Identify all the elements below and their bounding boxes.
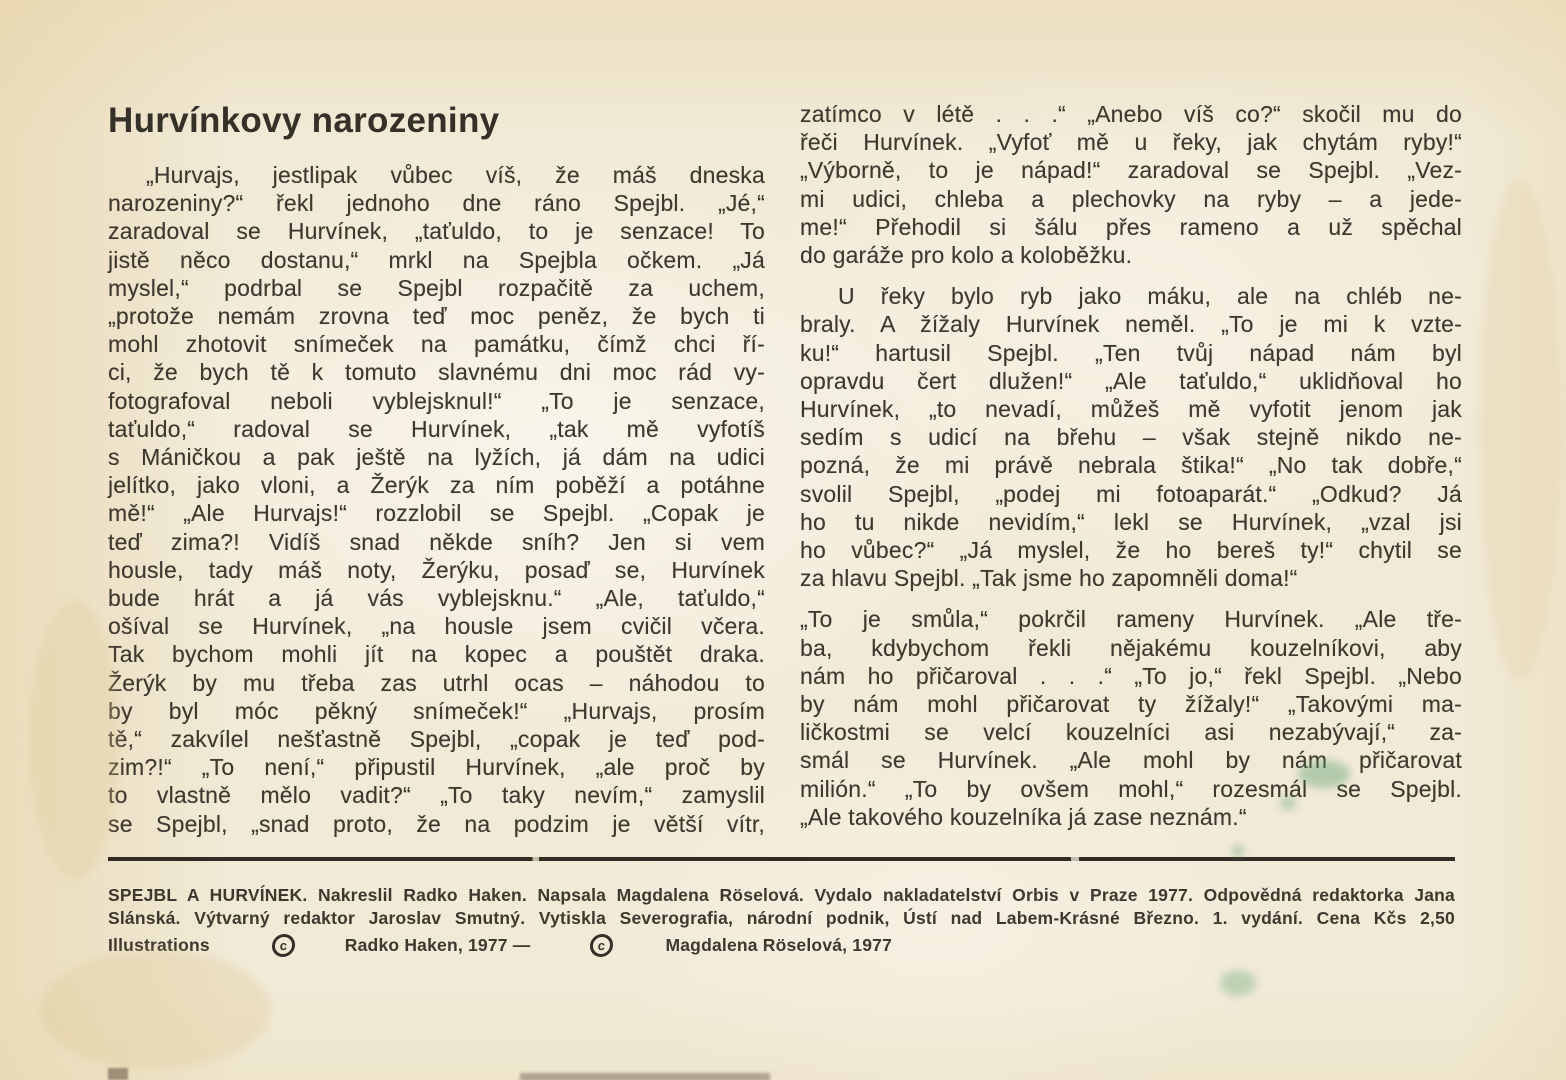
text-line: by byl móc pěkný snímeček!“ „Hurvajs, prosím	[108, 697, 765, 724]
text-line: mi udici, chleba a plechovky na ryby – a jede-	[800, 185, 1462, 212]
paper-stain	[30, 600, 120, 880]
text-line: milión.“ „To by ovšem mohl,“ rozesmál se Spejbl.	[800, 775, 1462, 802]
colophon-credits-line	[108, 934, 1455, 957]
illustrations-label: Illustrations	[108, 935, 210, 956]
paragraph	[800, 282, 1462, 592]
author-credit: Magdalena Röselová, 1977	[665, 935, 893, 956]
text-line: bude hrát a já vás vyblejsknu.“ „Ale, taťuldo,“	[108, 585, 765, 612]
story-column-left	[108, 100, 765, 838]
story-title: Hurvínkovy narozeniny	[108, 101, 500, 140]
text-line: fotografoval neboli vyblejsknul!“ „To je senzace,	[108, 387, 765, 414]
colophon-divider-rule	[108, 857, 1455, 861]
text-line: s Máničkou a pak ještě na lyžích, já dám na udici	[108, 444, 765, 471]
story-text-left	[108, 161, 765, 838]
text-line: Žerýk by mu třeba zas utrhl ocas – náhodou to	[108, 669, 765, 696]
text-line: za hlavu Spejbl. „Tak jsme ho zapomněli doma!“	[800, 565, 1298, 592]
text-line: zaradoval se Hurvínek, „taťuldo, to je senzace! To	[108, 218, 765, 245]
text-line: by nám mohl přičarovat ty žížaly!“ „Takovými ma-	[800, 691, 1462, 718]
text-line: se Spejbl, „snad proto, že na podzim je větší vítr,	[108, 810, 765, 837]
paragraph	[800, 605, 1462, 831]
text-line: zim?!“ „To není,“ připustil Hurvínek, „ale proč by	[108, 754, 765, 781]
text-line: ba, kdybychom řekli nějakému kouzelníkovi, aby	[800, 634, 1462, 661]
text-line: to vlastně mělo vadit?“ „To taky nevím,“ zamyslil	[108, 782, 765, 809]
text-line: smál se Hurvínek. „Ale mohl by nám přičarovat	[800, 747, 1462, 774]
text-line: jelítko, jako vloni, a Žerýk za ním poběží a potáhne	[108, 472, 765, 499]
paper-stain	[40, 950, 270, 1070]
text-line: „Ale takového kouzelníka já zase neznám.“	[800, 803, 1247, 830]
colophon-line-1: SPEJBL A HURVÍNEK. Nakreslil Radko Haken. Napsala Magdalena Röselová. Vydalo nakladatelství Orbis v Praze 1977. Odpovědná redaktorka Jana	[108, 885, 1455, 905]
text-line: Tak bychom mohli jít na kopec a pouštět draka.	[108, 641, 765, 668]
paragraph	[800, 100, 1462, 269]
colophon-line-2: Slánská. Výtvarný redaktor Jaroslav Smutný. Vytiskla Severografia, národní podnik, Ústí nad Labem-Krásné Březno. 1. vydání. Cena Kčs 2,50	[108, 907, 1455, 928]
green-ink-stain	[1220, 970, 1256, 996]
story-column-right	[800, 100, 1462, 831]
text-line: taťuldo,“ radoval se Hurvínek, „tak mě vyfotíš	[108, 415, 765, 442]
text-line: jistě něco dostanu,“ mrkl na Spejbla očkem. „Já	[108, 246, 765, 273]
text-line: braly. A žížaly Hurvínek neměl. „To je mi k vzte-	[800, 311, 1462, 338]
text-line: ci, že bych tě k tomuto slavnému dni moc rád vy-	[108, 359, 765, 386]
scan-edge-shadow	[520, 1073, 770, 1080]
scan-edge-mark	[108, 1068, 128, 1080]
text-line: ku!“ hartusil Spejbl. „Ten tvůj nápad nám byl	[800, 339, 1462, 366]
text-line: myslel,“ podrbal se Spejbl rozpačitě za uchem,	[108, 274, 765, 301]
text-line: řeči Hurvínek. „Vyfoť mě u řeky, jak chytám ryby!“	[800, 129, 1462, 156]
text-line: „protože nemám zrovna teď moc peněz, že bych ti	[108, 303, 765, 330]
text-line: teď zima?! Vidíš snad někde sníh? Jen si vem	[108, 528, 765, 555]
colophon	[108, 884, 1455, 957]
text-line: Hurvínek, „to nevadí, můžeš mě vyfotit jenom jak	[800, 396, 1462, 423]
text-line: zatímco v létě . . .“ „Anebo víš co?“ skočil mu do	[800, 101, 1462, 127]
text-line: „Výborně, to je nápad!“ zaradoval se Spejbl. „Vez-	[800, 157, 1462, 184]
story-text-right	[800, 100, 1462, 831]
text-line: opravdu čert dlužen!“ „Ale taťuldo,“ uklidňoval ho	[800, 367, 1462, 394]
text-line: ho vůbec?“ „Já myslel, že ho bereš ty!“ chytil se	[800, 537, 1462, 564]
text-line: sedím s udicí na břehu – však stejně nikdo ne-	[800, 424, 1462, 451]
illustrator-credit: Radko Haken, 1977 —	[344, 935, 531, 956]
text-line: ošíval se Hurvínek, „na housle jsem cvičil včera.	[108, 613, 765, 640]
text-line: narozeniny?“ řekl jednoho dne ráno Spejbl. „Jé,“	[108, 190, 765, 217]
paper-stain	[1480, 180, 1560, 680]
text-line: me!“ Přehodil si šálu přes rameno a už spěchal	[800, 213, 1462, 240]
paragraph	[108, 161, 765, 838]
text-line: svolil Spejbl, „podej mi fotoaparát.“ „Odkud? Já	[800, 480, 1462, 507]
text-line: „Hurvajs, jestlipak vůbec víš, že máš dneska	[146, 162, 765, 188]
text-line: U řeky bylo ryb jako máku, ale na chléb ne-	[838, 283, 1462, 310]
text-line: pozná, že mi právě nebrala štika!“ „No tak dobře,“	[800, 452, 1462, 479]
text-line: do garáže pro kolo a koloběžku.	[800, 242, 1133, 269]
text-line: ho tu nikde nevidím,“ lekl se Hurvínek, „vzal jsi	[800, 508, 1462, 535]
copyright-icon: c	[590, 934, 615, 957]
green-ink-stain	[1232, 845, 1244, 857]
text-line: „To je smůla,“ pokrčil rameny Hurvínek. „Ale tře-	[800, 606, 1462, 633]
text-line: ličkostmi se velcí kouzelníci asi nezabývají,“ za-	[800, 719, 1462, 746]
text-line: nám ho přičaroval . . .“ „To jo,“ řekl Spejbl. „Nebo	[800, 662, 1462, 689]
copyright-icon: c	[271, 934, 296, 957]
text-line: housle, tady máš noty, Žerýku, posaď se, Hurvínek	[108, 556, 765, 583]
text-line: mohl zhotovit snímeček na památku, čímž chci ří-	[108, 331, 765, 358]
text-line: mě!“ „Ale Hurvajs!“ rozzlobil se Spejbl. „Copak je	[108, 500, 765, 527]
text-line: tě,“ zakvílel nešťastně Spejbl, „copak je teď pod-	[108, 726, 765, 753]
